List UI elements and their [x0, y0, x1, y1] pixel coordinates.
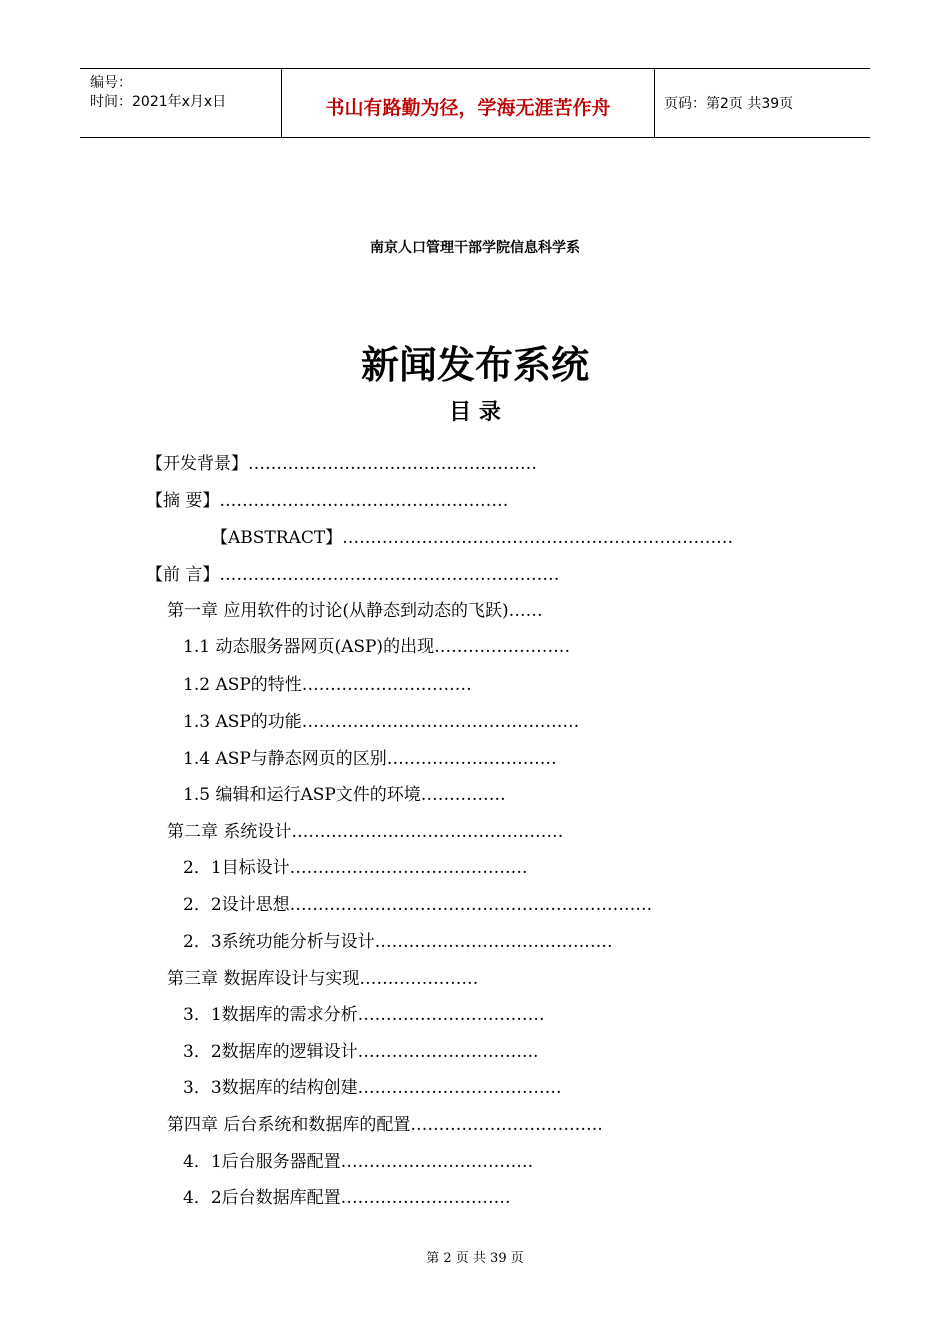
toc-entry[interactable]: 4．1后台服务器配置……………………………. — [183, 1152, 534, 1172]
page-footer: 第 2 页 共 39 页 — [426, 1251, 524, 1266]
toc-entry[interactable]: 1.5 编辑和运行ASP文件的环境…………… — [183, 785, 506, 805]
toc-entry[interactable]: 1.3 ASP的功能…………………………………………. — [183, 712, 580, 732]
motto-text: 书山有路勤为径，学海无涯苦作舟 — [325, 97, 611, 119]
toc-entry[interactable]: 1.2 ASP的特性………………………… — [183, 675, 472, 695]
school-name: 南京人口管理干部学院信息科学系 — [370, 240, 580, 256]
toc-entry[interactable]: 第四章 后台系统和数据库的配置……………………………. — [167, 1115, 603, 1135]
document-title: 新闻发布系统 — [360, 342, 589, 387]
toc-entry[interactable]: 第一章 应用软件的讨论(从静态到动态的飞跃)…… — [167, 601, 543, 621]
toc-entry[interactable]: 【摘 要】…………………………………………… — [146, 491, 509, 511]
number-label: 编号： — [90, 75, 132, 91]
toc-entry[interactable]: 第二章 系统设计………………………………………… — [167, 822, 564, 842]
toc-heading: 目 录 — [449, 399, 501, 425]
toc-entry[interactable]: 2．1目标设计…………………………………… — [183, 858, 528, 878]
toc-entry[interactable]: 【开发背景】…………………………………………… — [146, 454, 537, 474]
page-info: 页码：第2页 共39页 — [664, 96, 794, 112]
toc-entry[interactable]: 4．2后台数据库配置………………………… — [183, 1188, 511, 1208]
toc-entry[interactable]: 3．2数据库的逻辑设计………………………….. — [183, 1042, 539, 1062]
toc-entry[interactable]: 1.4 ASP与静态网页的区别………………………… — [183, 749, 557, 769]
toc-entry[interactable]: 2．2设计思想………………………………………………………. — [183, 895, 653, 915]
time-label: 时间：2021年x月x日 — [90, 94, 227, 110]
toc-entry[interactable]: 1.1 动态服务器网页(ASP)的出现…………………… — [183, 637, 571, 657]
toc-entry[interactable]: 【前 言】…………………………………………………… — [146, 565, 560, 585]
toc-entry[interactable]: 3．3数据库的结构创建……………………………… — [183, 1078, 562, 1098]
toc-entry[interactable]: 3．1数据库的需求分析…………………………… — [183, 1005, 545, 1025]
toc-entry[interactable]: 【ABSTRACT】…………………………………………………………… — [211, 528, 734, 548]
toc-entry[interactable]: 第三章 数据库设计与实现………………… — [167, 969, 479, 989]
toc-entry[interactable]: 2．3系统功能分析与设计…………………………………… — [183, 932, 613, 952]
